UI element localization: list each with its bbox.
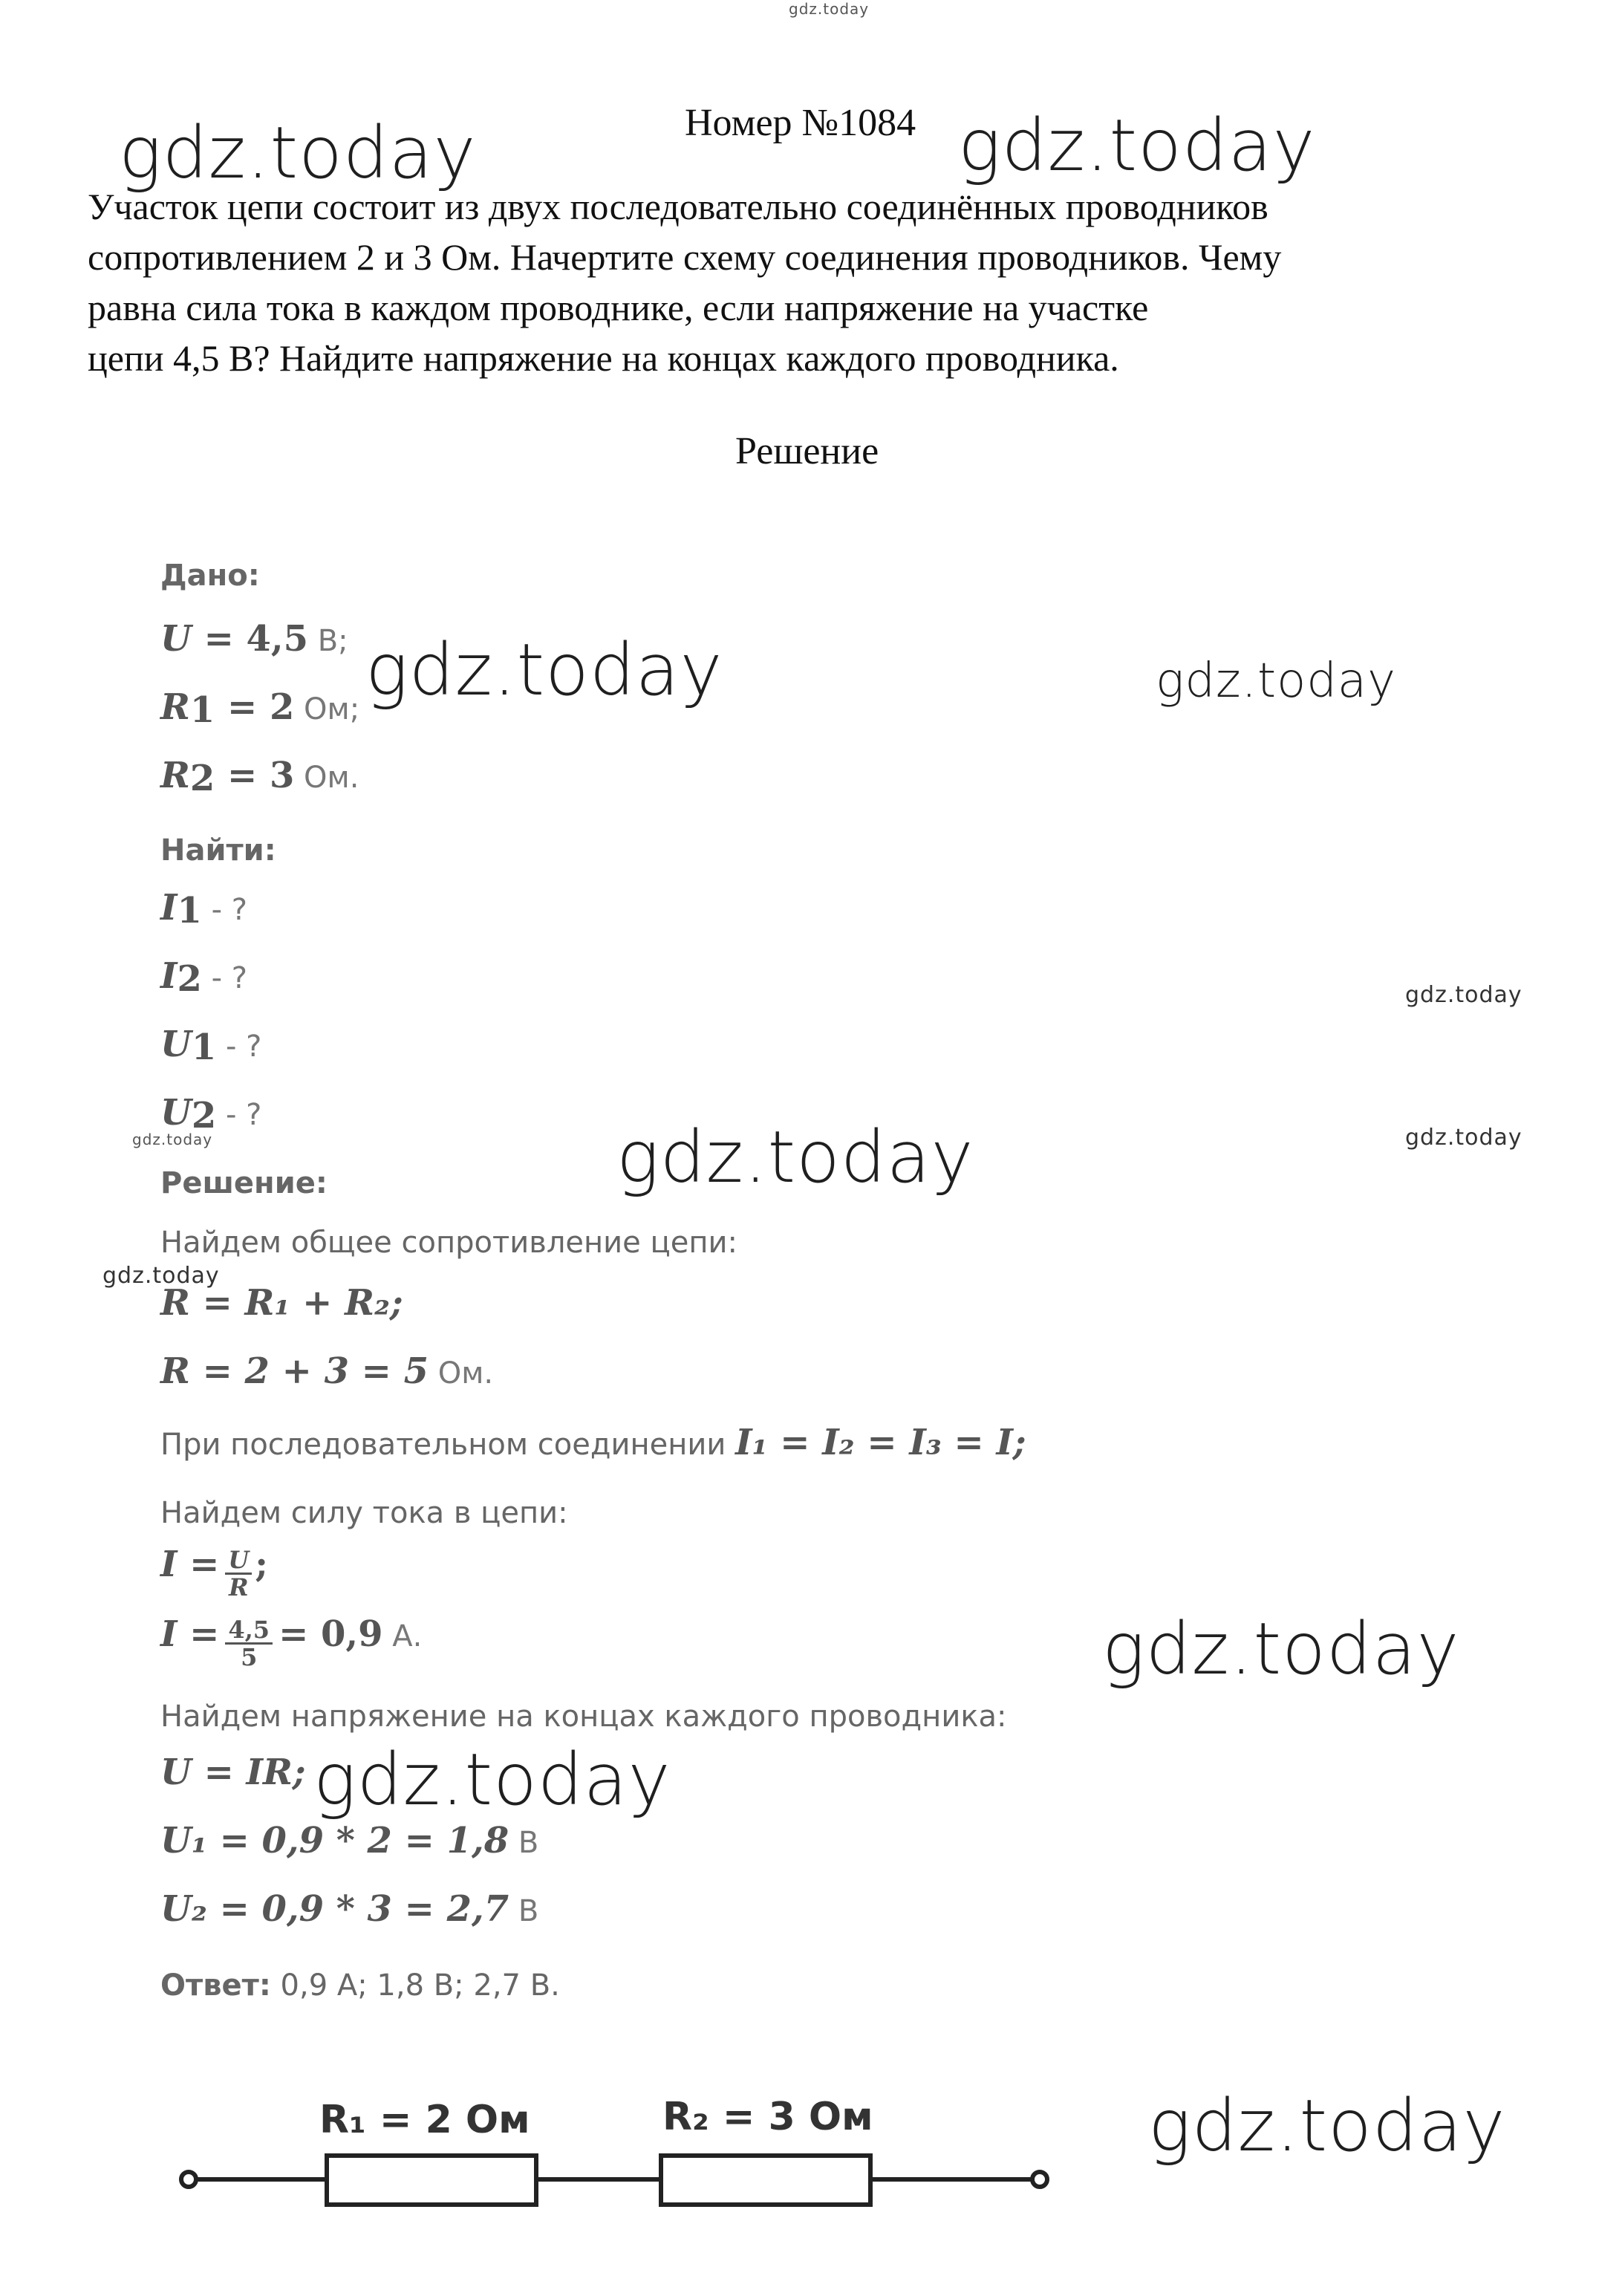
watermark: gdz.today bbox=[1102, 1607, 1460, 1691]
formula-total-resistance: R = R₁ + R₂; bbox=[160, 1282, 403, 1324]
given-item-r1: $R_1 = 2$ Ом; bbox=[160, 686, 360, 732]
solution-step-text: Найдем силу тока в цепи: bbox=[160, 1496, 568, 1530]
solution-label: Решение: bbox=[160, 1166, 328, 1200]
watermark: gdz.today bbox=[1148, 2084, 1506, 2167]
resistor-2 bbox=[661, 2156, 870, 2205]
resistor-1-label: R₁ = 2 Ом bbox=[319, 2098, 530, 2142]
solution-heading: Решение bbox=[735, 430, 879, 472]
series-rule: При последовательном соединении I₁ = I₂ = I₃ = I; bbox=[160, 1422, 1026, 1463]
watermark: gdz.today bbox=[1405, 982, 1522, 1008]
calc-total-resistance: R = 2 + 3 = 5 Ом. bbox=[160, 1350, 494, 1392]
resistor-1 bbox=[327, 2156, 536, 2205]
calc-current: I = $\frac{4,5}{5}$ = 0,9 А. bbox=[160, 1613, 423, 1671]
watermark: gdz.today bbox=[958, 104, 1316, 187]
formula-voltage: U = IR; bbox=[160, 1752, 306, 1793]
find-item: $I_2$ - ? bbox=[160, 955, 247, 1001]
solution-step-text: Найдем напряжение на концах каждого проводника: bbox=[160, 1700, 1007, 1734]
given-item-u: U = 4,5 В; bbox=[160, 618, 348, 660]
watermark: gdz.today bbox=[365, 628, 723, 712]
calc-voltage-2: U₂ = 0,9 * 3 = 2,7 В bbox=[160, 1888, 539, 1930]
terminal-left bbox=[181, 2172, 196, 2187]
watermark-top: gdz.today bbox=[789, 0, 870, 18]
terminal-right bbox=[1032, 2172, 1047, 2187]
given-label: Дано: bbox=[160, 559, 260, 593]
problem-text-line: Участок цепи состоит из двух последовательно соединённых проводников bbox=[88, 186, 1268, 227]
problem-number: Номер №1084 bbox=[685, 102, 916, 144]
watermark: gdz.today bbox=[1156, 654, 1396, 709]
answer: Ответ: 0,9 А; 1,8 В; 2,7 В. bbox=[160, 1968, 560, 2003]
watermark: gdz.today bbox=[102, 1263, 220, 1289]
watermark: gdz.today bbox=[132, 1131, 213, 1148]
watermark: gdz.today bbox=[1405, 1125, 1522, 1151]
given-item-r2: $R_2 = 3$ Ом. bbox=[160, 755, 359, 800]
formula-ohm-law: I = $\frac{U}{R}$ ; bbox=[160, 1544, 269, 1601]
watermark: gdz.today bbox=[313, 1738, 671, 1821]
find-item: $U_2$ - ? bbox=[160, 1092, 262, 1137]
problem-text-line: сопротивлением 2 и 3 Ом. Начертите схему соединения проводников. Чему bbox=[88, 236, 1282, 278]
watermark: gdz.today bbox=[616, 1116, 974, 1199]
calc-voltage-1: U₁ = 0,9 * 2 = 1,8 В bbox=[160, 1820, 539, 1861]
find-item: $I_1$ - ? bbox=[160, 887, 247, 932]
resistor-2-label: R₂ = 3 Ом bbox=[662, 2095, 873, 2139]
find-label: Найти: bbox=[160, 833, 276, 868]
watermark: gdz.today bbox=[119, 111, 477, 195]
problem-text-line: цепи 4,5 В? Найдите напряжение на концах каждого проводника. bbox=[88, 337, 1119, 379]
solution-step-text: Найдем общее сопротивление цепи: bbox=[160, 1226, 737, 1260]
find-item: $U_1$ - ? bbox=[160, 1024, 262, 1069]
problem-text-line: равна сила тока в каждом проводнике, если напряжение на участке bbox=[88, 287, 1149, 328]
